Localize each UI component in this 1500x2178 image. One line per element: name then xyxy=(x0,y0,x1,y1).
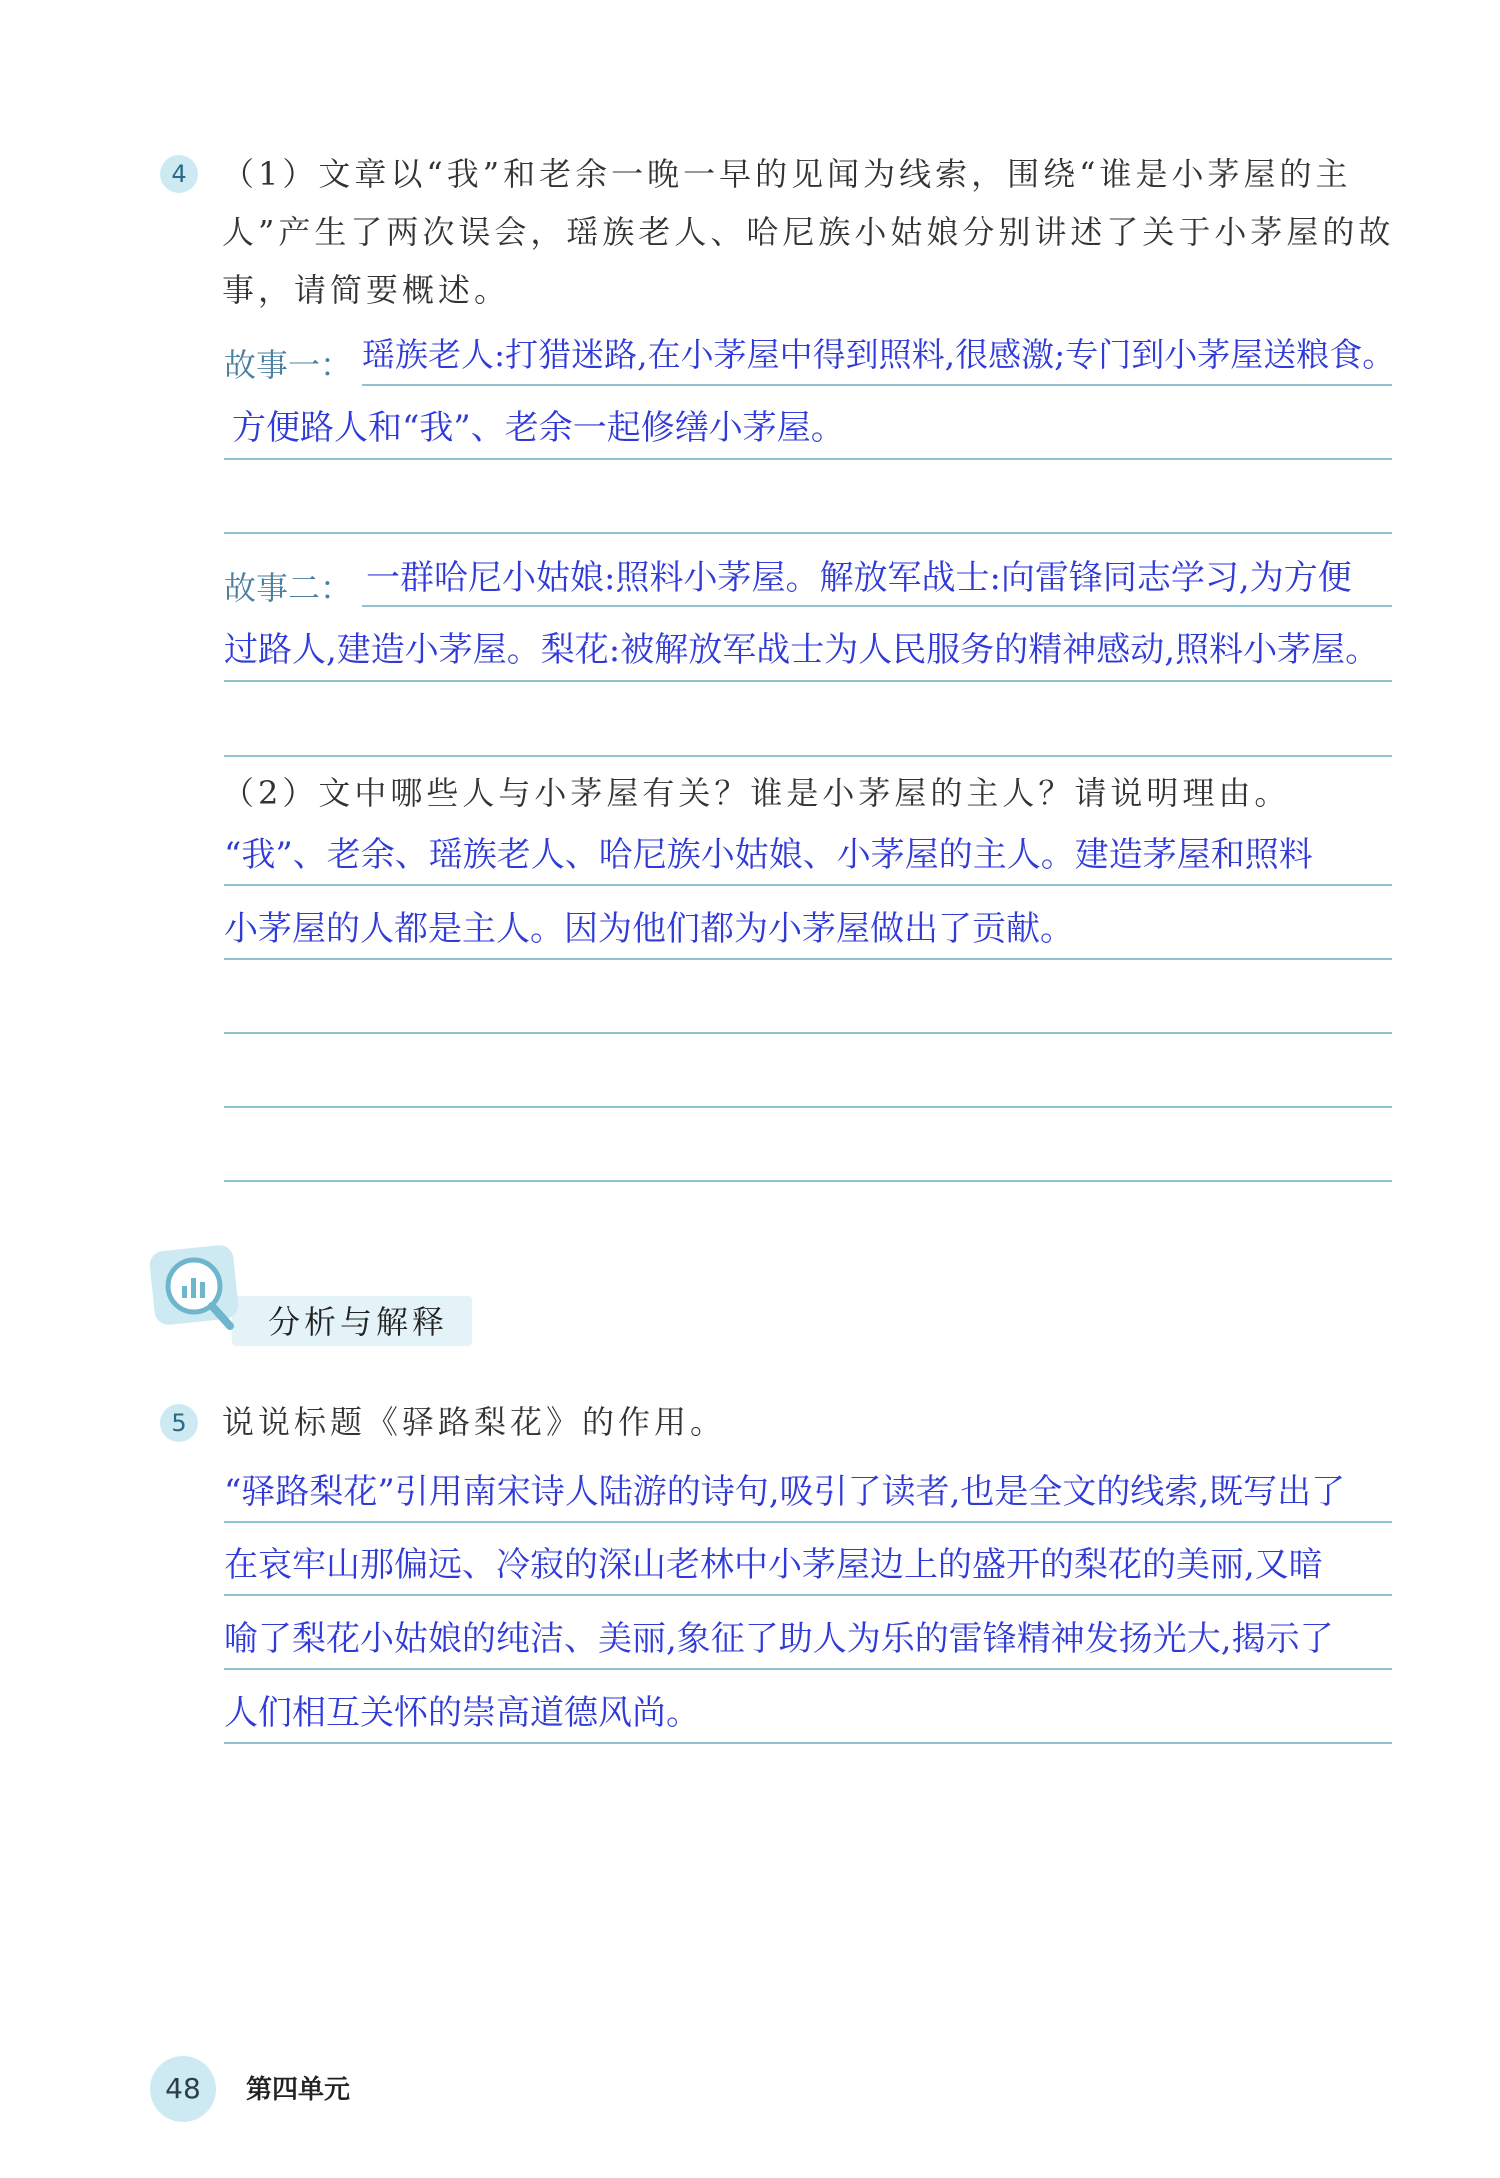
unit-label: 第四单元 xyxy=(246,2075,351,2105)
answer-rule xyxy=(224,884,1392,886)
page-number: 48 xyxy=(150,2056,216,2122)
answer-rule xyxy=(224,1106,1392,1108)
answer-rule xyxy=(362,605,1392,607)
answer-rule xyxy=(224,755,1392,757)
answer-line: 方便路人和“我”、老余一起修缮小茅屋。 xyxy=(232,408,845,448)
story2-label: 故事二： xyxy=(224,569,353,607)
answer-rule xyxy=(224,1180,1392,1182)
answer-rule xyxy=(224,1668,1392,1670)
answer-line: 人们相互关怀的崇高道德风尚。 xyxy=(224,1693,700,1733)
question-number-4: 4 xyxy=(160,155,198,193)
answer-line: 过路人,建造小茅屋。梨花:被解放军战士为人民服务的精神感动,照料小茅屋。 xyxy=(224,630,1380,670)
answer-rule xyxy=(224,532,1392,534)
answer-line: “我”、老余、瑶族老人、哈尼族小姑娘、小茅屋的主人。建造茅屋和照料 xyxy=(224,835,1313,875)
answer-rule xyxy=(362,384,1392,386)
answer-rule xyxy=(224,1594,1392,1596)
answer-line: 喻了梨花小姑娘的纯洁、美丽,象征了助人为乐的雷锋精神发扬光大,揭示了 xyxy=(224,1619,1334,1659)
section-title: 分析与解释 xyxy=(268,1303,449,1341)
answer-line: 一群哈尼小姑娘:照料小茅屋。解放军战士:向雷锋同志学习,为方便 xyxy=(366,558,1352,598)
answer-line: 在哀牢山那偏远、冷寂的深山老林中小茅屋边上的盛开的梨花的美丽,又暗 xyxy=(224,1545,1323,1585)
question-4-part2-prompt: （2）文中哪些人与小茅屋有关？谁是小茅屋的主人？请说明理由。 xyxy=(222,774,1291,812)
magnifier-chart-icon xyxy=(148,1242,258,1342)
answer-rule xyxy=(224,458,1392,460)
answer-line: 瑶族老人:打猎迷路,在小茅屋中得到照料,很感激;专门到小茅屋送粮食。 xyxy=(362,335,1396,374)
answer-rule xyxy=(224,1032,1392,1034)
question-5-prompt: 说说标题《驿路梨花》的作用。 xyxy=(222,1403,727,1441)
answer-rule xyxy=(224,1521,1392,1523)
answer-rule xyxy=(224,680,1392,682)
question-4-part1-prompt: （1）文章以“我”和老余一晚一早的见闻为线索，围绕“谁是小茅屋的主人”产生了两次误会，瑶族老人、哈尼族小姑娘分别讲述了关于小茅屋的故事，请简要概述。 xyxy=(222,155,1395,309)
answer-rule xyxy=(224,1742,1392,1744)
story1-label: 故事一： xyxy=(224,346,353,384)
question-number-5: 5 xyxy=(160,1404,198,1442)
answer-line: “驿路梨花”引用南宋诗人陆游的诗句,吸引了读者,也是全文的线索,既写出了 xyxy=(224,1472,1346,1512)
answer-line: 小茅屋的人都是主人。因为他们都为小茅屋做出了贡献。 xyxy=(224,909,1074,949)
answer-rule xyxy=(224,958,1392,960)
